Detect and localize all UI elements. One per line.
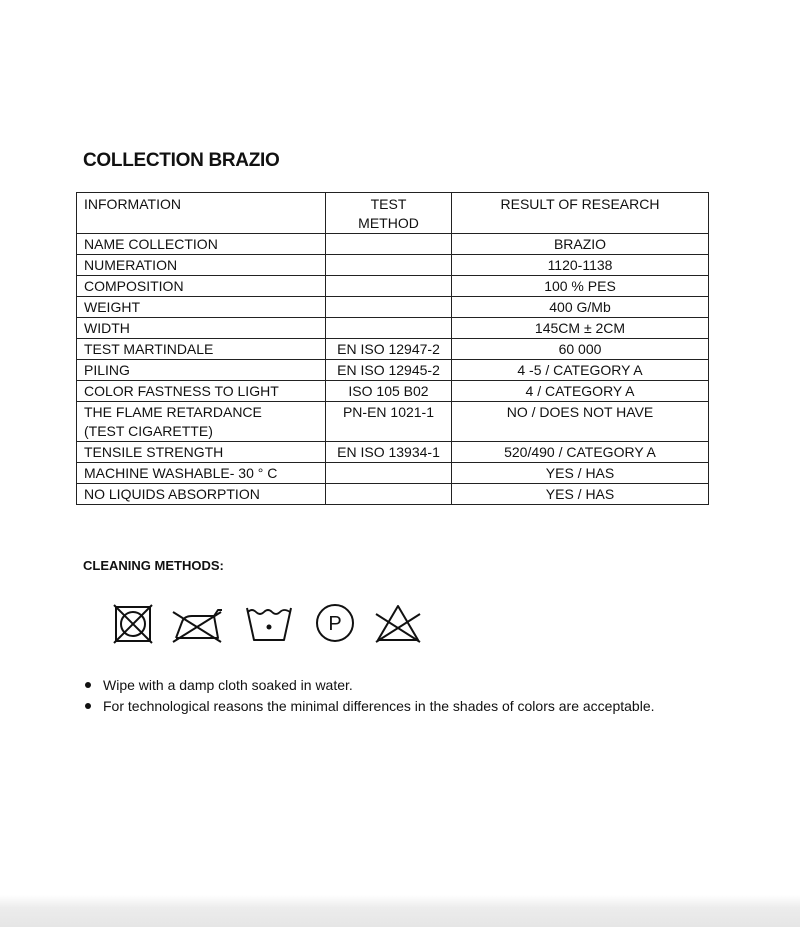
row-result: 60 000 (452, 339, 709, 360)
row-test-method: EN ISO 12947-2 (326, 339, 452, 360)
row-information: NAME COLLECTION (77, 234, 326, 255)
cleaning-note: Wipe with a damp cloth soaked in water. (83, 675, 655, 696)
row-information: PILING (77, 360, 326, 381)
row-information: TEST MARTINDALE (77, 339, 326, 360)
table-row (77, 442, 709, 463)
row-test-method (326, 234, 452, 255)
row-result: BRAZIO (452, 234, 709, 255)
row-result: 1120-1138 (452, 255, 709, 276)
row-information: WIDTH (77, 318, 326, 339)
do-not-tumble-dry-icon (112, 600, 154, 646)
cleaning-notes-list (83, 675, 655, 717)
row-result: 4 -5 / CATEGORY A (452, 360, 709, 381)
do-not-bleach-icon (372, 600, 424, 646)
row-information: THE FLAME RETARDANCE (TEST CIGARETTE) (77, 402, 326, 442)
row-information: NUMERATION (77, 255, 326, 276)
row-result: 520/490 / CATEGORY A (452, 442, 709, 463)
table-row (77, 234, 709, 255)
table-header-row (77, 193, 709, 234)
header-test-method: TEST METHOD (326, 193, 452, 234)
table-row (77, 339, 709, 360)
table-row (77, 484, 709, 505)
table-row (77, 255, 709, 276)
row-test-method (326, 318, 452, 339)
row-test-method: EN ISO 13934-1 (326, 442, 452, 463)
row-result: NO / DOES NOT HAVE (452, 402, 709, 442)
wash-30-icon (244, 600, 294, 646)
row-result: 4 / CATEGORY A (452, 381, 709, 402)
professional-dry-clean-p-icon (313, 600, 359, 646)
row-result: 400 G/Mb (452, 297, 709, 318)
row-result: 145CM ± 2CM (452, 318, 709, 339)
table-row (77, 297, 709, 318)
cleaning-methods-title: CLEANING METHODS: (83, 558, 224, 573)
row-result: YES / HAS (452, 484, 709, 505)
row-test-method: ISO 105 B02 (326, 381, 452, 402)
row-test-method (326, 297, 452, 318)
table-row (77, 463, 709, 484)
header-information: INFORMATION (77, 193, 326, 234)
table-row (77, 381, 709, 402)
row-test-method: EN ISO 12945-2 (326, 360, 452, 381)
row-test-method (326, 255, 452, 276)
specification-table (76, 192, 709, 505)
row-information: COMPOSITION (77, 276, 326, 297)
table-row (77, 318, 709, 339)
row-information: TENSILE STRENGTH (77, 442, 326, 463)
row-test-method (326, 484, 452, 505)
row-information: NO LIQUIDS ABSORPTION (77, 484, 326, 505)
row-information: WEIGHT (77, 297, 326, 318)
care-symbols (112, 600, 432, 646)
header-result: RESULT OF RESEARCH (452, 193, 709, 234)
table-row (77, 276, 709, 297)
row-test-method: PN-EN 1021-1 (326, 402, 452, 442)
document-title: COLLECTION BRAZIO (83, 150, 280, 171)
do-not-iron-icon (168, 600, 226, 646)
page-bottom-shadow (0, 895, 800, 927)
table-row (77, 360, 709, 381)
cleaning-note: For technological reasons the minimal differences in the shades of colors are acceptable. (83, 696, 655, 717)
row-result: YES / HAS (452, 463, 709, 484)
dry-clean-letter: P (328, 613, 342, 635)
row-information: MACHINE WASHABLE- 30 ° C (77, 463, 326, 484)
row-information: COLOR FASTNESS TO LIGHT (77, 381, 326, 402)
row-result: 100 % PES (452, 276, 709, 297)
table-row (77, 402, 709, 442)
row-test-method (326, 276, 452, 297)
row-test-method (326, 463, 452, 484)
